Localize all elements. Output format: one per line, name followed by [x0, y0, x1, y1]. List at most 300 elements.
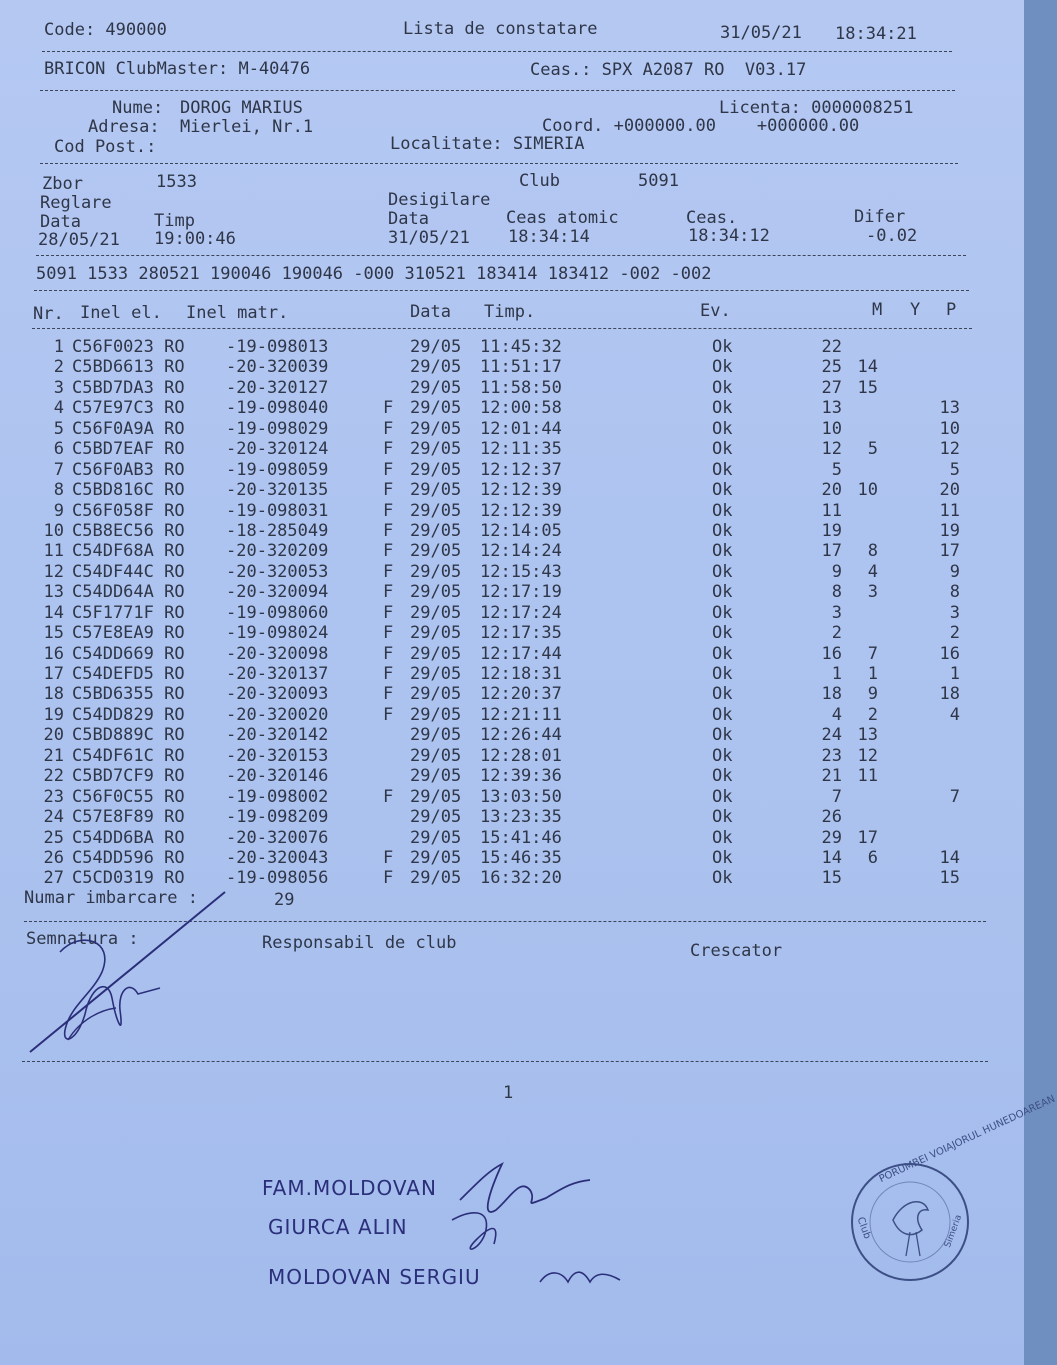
electronic-ring: C56F0023 RO [72, 337, 185, 357]
rank-m: 8 [831, 582, 842, 603]
arrival-date: 29/05 [410, 643, 462, 664]
electronic-ring: C5CD0319 RO [72, 868, 185, 889]
rank-m: 25 [821, 357, 842, 378]
table-row [0, 501, 1024, 521]
electronic-ring: C5BD6613 RO [72, 357, 185, 378]
row-number: 2 [53, 357, 64, 378]
row-number: 24 [43, 807, 64, 828]
club-number: 5091 [638, 171, 679, 191]
flag-f: F [383, 459, 394, 480]
rank-y: 15 [857, 377, 878, 398]
handwritten-name-3: MOLDOVAN SERGIU [268, 1265, 481, 1289]
row-number: 4 [53, 398, 64, 419]
event-status: Ok [712, 439, 733, 460]
row-number: 12 [43, 561, 64, 582]
arrival-time: 12:12:39 [480, 480, 562, 501]
ring-number: -20-320093 [226, 684, 329, 705]
handwritten-name-2: GIURCA ALIN [268, 1215, 408, 1239]
stamp-club: Club [854, 1215, 873, 1241]
arrival-time: 11:58:50 [480, 377, 562, 398]
event-status: Ok [712, 868, 733, 889]
electronic-ring: C57E8EA9 RO [72, 623, 185, 644]
arrival-date: 29/05 [410, 664, 462, 684]
col-header-p: P [946, 300, 957, 320]
rank-p: 18 [939, 684, 960, 705]
rank-m: 12 [821, 439, 842, 460]
electronic-ring: C56F0C55 RO [72, 786, 185, 807]
divider [34, 290, 969, 291]
rank-p: 4 [949, 704, 960, 725]
arrival-time: 12:12:37 [480, 459, 562, 480]
unseal-date-label: Data [388, 209, 429, 229]
table-row [0, 460, 1024, 480]
event-status: Ok [712, 500, 733, 521]
print-time: 18:34:21 [835, 24, 917, 44]
table-row [0, 378, 1024, 398]
table-row [0, 480, 1024, 500]
electronic-ring: C5F1771F RO [72, 602, 185, 623]
row-number: 6 [53, 439, 64, 460]
handwritten-name-1: FAM.MOLDOVAN [262, 1176, 437, 1200]
electronic-ring: C54DEFD5 RO [72, 664, 185, 684]
rank-m: 11 [821, 500, 842, 521]
ring-number: -20-320146 [226, 766, 329, 787]
row-number: 25 [43, 827, 64, 848]
electronic-ring: C5B8EC56 RO [72, 520, 185, 541]
arrival-time: 11:51:17 [480, 357, 562, 378]
page-number: 1 [503, 1083, 514, 1103]
ring-number: -19-098024 [226, 623, 329, 644]
table-row [0, 848, 1024, 868]
row-number: 14 [43, 602, 64, 623]
electronic-ring: C56F0A9A RO [72, 418, 185, 439]
event-status: Ok [712, 561, 733, 582]
electronic-ring: C56F058F RO [72, 500, 185, 521]
ring-number: -19-098031 [226, 500, 329, 521]
event-status: Ok [712, 643, 733, 664]
club-responsible-label: Responsabil de club [262, 933, 457, 953]
arrival-date: 29/05 [410, 766, 462, 787]
table-row [0, 521, 1024, 541]
name-label: Nume: [112, 98, 164, 118]
ring-number: -19-098056 [226, 868, 329, 889]
row-number: 11 [43, 541, 64, 562]
setting-label: Reglare [40, 193, 112, 213]
col-header-time: Timp. [484, 302, 536, 322]
event-status: Ok [712, 664, 733, 684]
ring-number: -19-098060 [226, 602, 329, 623]
table-row [0, 644, 1024, 664]
rank-m: 1 [831, 664, 842, 684]
ring-number: -19-098040 [226, 398, 329, 419]
basketed-count-label: Numar imbarcare : [24, 888, 198, 908]
rank-y: 14 [857, 357, 878, 378]
divider [40, 90, 955, 91]
locality: Localitate: SIMERIA [390, 134, 585, 154]
owner-address: Mierlei, Nr.1 [180, 117, 314, 137]
clock-time: 18:34:12 [688, 226, 770, 246]
rank-y: 7 [867, 643, 878, 664]
difference-value: -0.02 [866, 226, 918, 246]
club-label: Club [519, 171, 560, 191]
electronic-ring: C56F0AB3 RO [72, 459, 185, 480]
ring-number: -20-320209 [226, 541, 329, 562]
row-number: 21 [43, 745, 64, 766]
arrival-time: 12:21:11 [480, 704, 562, 725]
flag-f: F [383, 541, 394, 562]
row-number: 13 [43, 582, 64, 603]
arrival-date: 29/05 [410, 357, 462, 378]
rank-m: 29 [821, 827, 842, 848]
row-number: 26 [43, 847, 64, 868]
rank-m: 7 [831, 786, 842, 807]
clock-label: Ceas. [686, 208, 738, 228]
ring-number: -18-285049 [226, 520, 329, 541]
event-status: Ok [712, 725, 733, 746]
summary-code-line: 5091 1533 280521 190046 190046 -000 310521 183414 183412 -002 -002 [36, 264, 712, 284]
setting-date: 28/05/21 [38, 230, 120, 250]
unseal-date: 31/05/21 [388, 228, 470, 248]
rank-m: 17 [821, 541, 842, 562]
arrival-date: 29/05 [410, 847, 462, 868]
arrival-date: 29/05 [410, 561, 462, 582]
event-status: Ok [712, 541, 733, 562]
license-number: Licenta: 0000008251 [719, 98, 914, 118]
row-number: 5 [53, 418, 64, 439]
arrival-date: 29/05 [410, 377, 462, 398]
divider [36, 255, 966, 256]
electronic-ring: C57E8F89 RO [72, 807, 185, 828]
arrival-date: 29/05 [410, 541, 462, 562]
ring-number: -20-320020 [226, 704, 329, 725]
table-row [0, 337, 1024, 357]
rank-m: 22 [821, 337, 842, 357]
electronic-ring: C54DD596 RO [72, 847, 185, 868]
arrival-date: 29/05 [410, 725, 462, 746]
rank-m: 20 [821, 480, 842, 501]
flag-f: F [383, 418, 394, 439]
electronic-ring: C57E97C3 RO [72, 398, 185, 419]
unseal-label: Desigilare [388, 190, 491, 210]
rank-p: 10 [939, 418, 960, 439]
arrival-date: 29/05 [410, 807, 462, 828]
row-number: 18 [43, 684, 64, 705]
event-status: Ok [712, 459, 733, 480]
results-table [0, 337, 1024, 889]
table-row [0, 419, 1024, 439]
event-status: Ok [712, 827, 733, 848]
ring-number: -19-098002 [226, 786, 329, 807]
rank-m: 21 [821, 766, 842, 787]
signature-scribble [20, 890, 240, 1060]
flag-f: F [383, 664, 394, 684]
table-row [0, 664, 1024, 684]
event-status: Ok [712, 684, 733, 705]
arrival-time: 12:12:39 [480, 500, 562, 521]
arrival-date: 29/05 [410, 868, 462, 889]
row-number: 16 [43, 643, 64, 664]
rank-m: 4 [831, 704, 842, 725]
rank-y: 12 [857, 745, 878, 766]
arrival-time: 12:01:44 [480, 418, 562, 439]
breeder-label: Crescator [690, 941, 783, 961]
arrival-time: 12:00:58 [480, 398, 562, 419]
rank-p: 13 [939, 398, 960, 419]
ring-number: -20-320153 [226, 745, 329, 766]
electronic-ring: C54DD6BA RO [72, 827, 185, 848]
event-status: Ok [712, 337, 733, 357]
rank-m: 16 [821, 643, 842, 664]
electronic-ring: C5BD816C RO [72, 480, 185, 501]
table-row [0, 439, 1024, 459]
arrival-date: 29/05 [410, 500, 462, 521]
event-status: Ok [712, 377, 733, 398]
table-row [0, 746, 1024, 766]
arrival-date: 29/05 [410, 827, 462, 848]
col-header-ring: Inel el. [80, 303, 162, 323]
atomic-time: 18:34:14 [508, 227, 590, 247]
event-status: Ok [712, 520, 733, 541]
rank-m: 9 [831, 561, 842, 582]
event-status: Ok [712, 807, 733, 828]
arrival-time: 13:03:50 [480, 786, 562, 807]
electronic-ring: C5BD7DA3 RO [72, 377, 185, 398]
rank-y: 11 [857, 766, 878, 787]
rank-m: 24 [821, 725, 842, 746]
rank-y: 2 [867, 704, 878, 725]
table-row [0, 398, 1024, 418]
event-status: Ok [712, 582, 733, 603]
table-row [0, 766, 1024, 786]
arrival-time: 12:11:35 [480, 439, 562, 460]
rank-m: 19 [821, 520, 842, 541]
setting-time-label: Timp [154, 211, 195, 231]
rank-m: 10 [821, 418, 842, 439]
flag-f: F [383, 868, 394, 889]
arrival-time: 13:23:35 [480, 807, 562, 828]
rank-p: 15 [939, 868, 960, 889]
flag-f: F [383, 602, 394, 623]
rank-p: 8 [949, 582, 960, 603]
arrival-time: 12:17:24 [480, 602, 562, 623]
ring-number: -19-098013 [226, 337, 329, 357]
setting-date-label: Data [40, 212, 81, 232]
divider [22, 1061, 988, 1062]
divider [32, 328, 972, 329]
electronic-ring: C54DF61C RO [72, 745, 185, 766]
arrival-time: 16:32:20 [480, 868, 562, 889]
rank-m: 13 [821, 398, 842, 419]
row-number: 10 [43, 520, 64, 541]
stamp-text: PORUMBEI VOIAJORUL HUNEDOAREAN [877, 1093, 1057, 1186]
rank-p: 12 [939, 439, 960, 460]
rank-y: 13 [857, 725, 878, 746]
event-status: Ok [712, 398, 733, 419]
rank-y: 17 [857, 827, 878, 848]
flight-number: 1533 [156, 172, 197, 192]
rank-p: 9 [949, 561, 960, 582]
table-row [0, 684, 1024, 704]
arrival-date: 29/05 [410, 684, 462, 705]
ring-number: -19-098059 [226, 459, 329, 480]
table-row [0, 868, 1024, 888]
document-title: Lista de constatare [403, 19, 598, 39]
event-status: Ok [712, 357, 733, 378]
flag-f: F [383, 847, 394, 868]
ring-number: -20-320094 [226, 582, 329, 603]
ring-number: -20-320127 [226, 377, 329, 398]
rank-m: 26 [821, 807, 842, 828]
rank-y: 5 [867, 439, 878, 460]
event-status: Ok [712, 786, 733, 807]
arrival-time: 12:14:24 [480, 541, 562, 562]
row-number: 3 [53, 377, 64, 398]
col-header-event: Ev. [700, 301, 731, 321]
rank-p: 7 [949, 786, 960, 807]
row-number: 27 [43, 868, 64, 889]
flag-f: F [383, 704, 394, 725]
rank-p: 3 [949, 602, 960, 623]
flag-f: F [383, 398, 394, 419]
arrival-time: 12:14:05 [480, 520, 562, 541]
electronic-ring: C5BD7EAF RO [72, 439, 185, 460]
arrival-date: 29/05 [410, 623, 462, 644]
arrival-time: 12:17:44 [480, 643, 562, 664]
ring-number: -20-320053 [226, 561, 329, 582]
event-status: Ok [712, 745, 733, 766]
arrival-date: 29/05 [410, 786, 462, 807]
ring-number: -19-098209 [226, 807, 329, 828]
row-number: 17 [43, 664, 64, 684]
arrival-date: 29/05 [410, 418, 462, 439]
table-row [0, 603, 1024, 623]
arrival-time: 12:28:01 [480, 745, 562, 766]
code-label: Code: 490000 [44, 20, 167, 40]
flag-f: F [383, 623, 394, 644]
rank-m: 23 [821, 745, 842, 766]
flag-f: F [383, 684, 394, 705]
rank-m: 5 [831, 459, 842, 480]
col-header-y: Y [910, 300, 921, 320]
col-header-nr: Nr. [33, 304, 64, 324]
event-status: Ok [712, 418, 733, 439]
flag-f: F [383, 582, 394, 603]
flag-f: F [383, 500, 394, 521]
ring-number: -20-320124 [226, 439, 329, 460]
rank-m: 14 [821, 847, 842, 868]
arrival-time: 12:18:31 [480, 664, 562, 684]
event-status: Ok [712, 602, 733, 623]
rank-m: 15 [821, 868, 842, 889]
rank-y: 8 [867, 541, 878, 562]
electronic-ring: C5BD6355 RO [72, 684, 185, 705]
table-row [0, 357, 1024, 377]
event-status: Ok [712, 847, 733, 868]
arrival-date: 29/05 [410, 398, 462, 419]
row-number: 8 [53, 480, 64, 501]
table-row [0, 787, 1024, 807]
signature-label: Semnatura : [26, 929, 139, 949]
divider [42, 51, 952, 52]
table-row [0, 582, 1024, 602]
flag-f: F [383, 480, 394, 501]
rank-p: 5 [949, 459, 960, 480]
rank-p: 11 [939, 500, 960, 521]
rank-p: 1 [949, 664, 960, 684]
event-status: Ok [712, 704, 733, 725]
table-row [0, 541, 1024, 561]
electronic-ring: C5BD889C RO [72, 725, 185, 746]
electronic-ring: C5BD7CF9 RO [72, 766, 185, 787]
arrival-time: 12:15:43 [480, 561, 562, 582]
arrival-time: 12:17:35 [480, 623, 562, 644]
owner-name: DOROG MARIUS [180, 98, 303, 118]
rank-y: 4 [867, 561, 878, 582]
arrival-date: 29/05 [410, 520, 462, 541]
arrival-date: 29/05 [410, 439, 462, 460]
arrival-time: 12:20:37 [480, 684, 562, 705]
rank-p: 19 [939, 520, 960, 541]
arrival-date: 29/05 [410, 704, 462, 725]
stamp-city: Simeria [943, 1213, 965, 1250]
handwritten-signatures [450, 1160, 610, 1300]
table-row [0, 623, 1024, 643]
divider [40, 163, 958, 164]
flag-f: F [383, 561, 394, 582]
event-status: Ok [712, 623, 733, 644]
table-row [0, 828, 1024, 848]
difference-label: Difer [854, 207, 906, 227]
row-number: 9 [53, 500, 64, 521]
flag-f: F [383, 643, 394, 664]
address-label: Adresa: [88, 117, 160, 137]
flag-f: F [383, 786, 394, 807]
electronic-ring: C54DD829 RO [72, 704, 185, 725]
ring-number: -20-320098 [226, 643, 329, 664]
col-header-date: Data [410, 302, 451, 322]
rank-y: 10 [857, 480, 878, 501]
row-number: 22 [43, 766, 64, 787]
flag-f: F [383, 520, 394, 541]
arrival-date: 29/05 [410, 582, 462, 603]
rank-y: 6 [867, 847, 878, 868]
row-number: 15 [43, 623, 64, 644]
rank-y: 9 [867, 684, 878, 705]
electronic-ring: C54DF44C RO [72, 561, 185, 582]
clock-model: Ceas.: SPX A2087 RO V03.17 [530, 60, 807, 80]
ring-number: -20-320137 [226, 664, 329, 684]
col-header-matr: Inel matr. [186, 303, 289, 323]
row-number: 1 [53, 337, 64, 357]
row-number: 7 [53, 459, 64, 480]
ring-number: -20-320076 [226, 827, 329, 848]
rank-p: 17 [939, 541, 960, 562]
print-date: 31/05/21 [720, 23, 802, 43]
arrival-time: 15:46:35 [480, 847, 562, 868]
arrival-time: 12:26:44 [480, 725, 562, 746]
arrival-date: 29/05 [410, 459, 462, 480]
ring-number: -20-320135 [226, 480, 329, 501]
basketed-count: 29 [274, 890, 295, 910]
arrival-date: 29/05 [410, 745, 462, 766]
electronic-ring: C54DD669 RO [72, 643, 185, 664]
rank-m: 27 [821, 377, 842, 398]
table-row [0, 807, 1024, 827]
ring-number: -20-320039 [226, 357, 329, 378]
arrival-date: 29/05 [410, 602, 462, 623]
rank-p: 16 [939, 643, 960, 664]
arrival-date: 29/05 [410, 480, 462, 501]
